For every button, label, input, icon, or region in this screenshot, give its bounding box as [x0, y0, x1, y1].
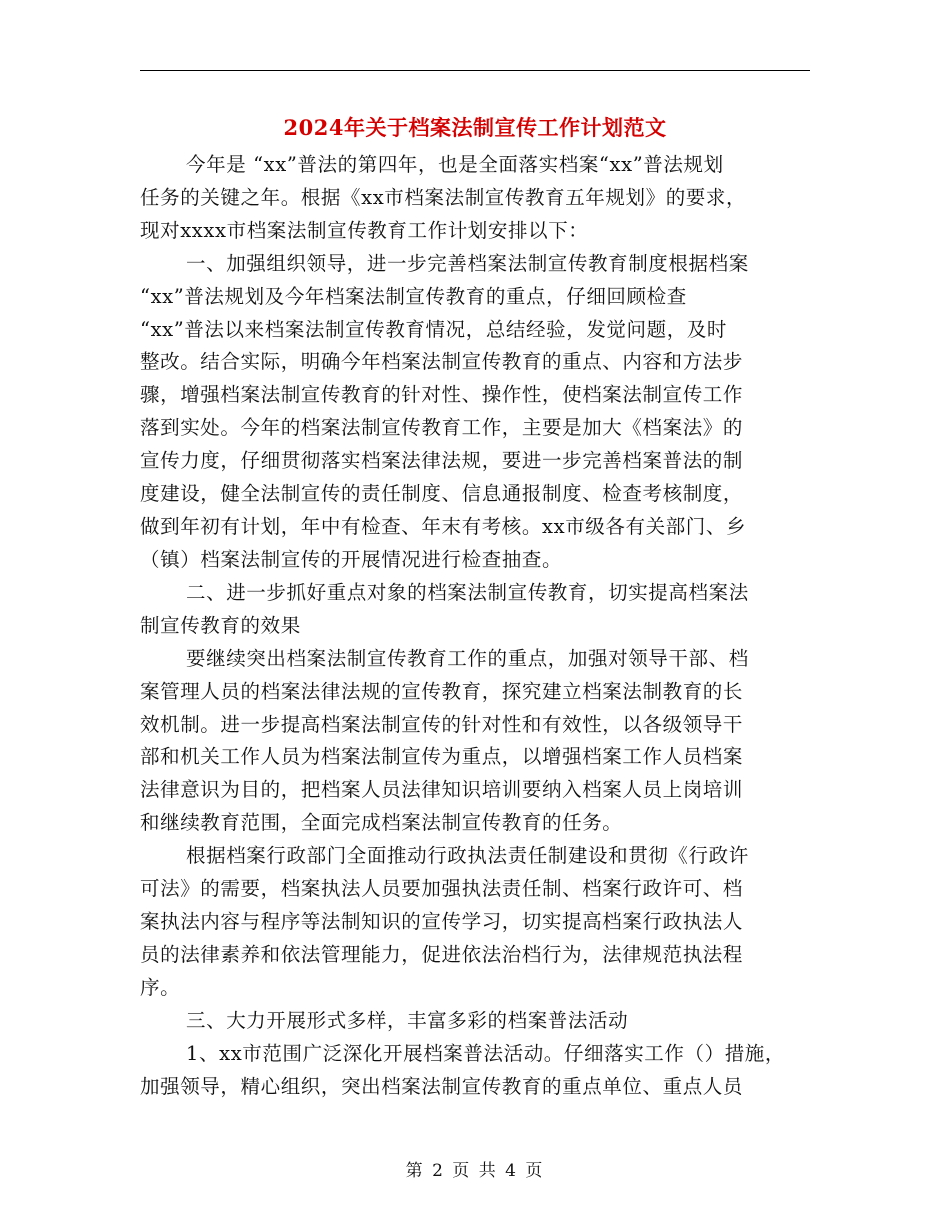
- body-line: 任务的关键之年。根据《xx市档案法制宣传教育五年规划》的要求，: [140, 186, 747, 209]
- body-line: 现对xxxx市档案法制宣传教育工作计划安排以下：: [140, 219, 589, 242]
- body-line: 加强领导，精心组织，突出档案法制宣传教育的重点单位、重点人员: [140, 1075, 744, 1098]
- body-line: 员的法律素养和依法管理能力，促进依法治档行为，法律规范执法程: [140, 943, 744, 966]
- body-line: 序。: [140, 976, 181, 999]
- body-line: 度建设，健全法制宣传的责任制度、信息通报制度、检查考核制度，: [140, 482, 744, 505]
- body-line: 今年是 “xx”普法的第四年，也是全面落实档案“xx”普法规划: [186, 153, 724, 176]
- body-line: 制宣传教育的效果: [140, 614, 301, 637]
- body-line: 效机制。进一步提高档案法制宣传的针对性和有效性，以各级领导干: [140, 713, 744, 736]
- body-line: 和继续教育范围，全面完成档案法制宣传教育的任务。: [140, 811, 623, 834]
- body-line: 可法》的需要，档案执法人员要加强执法责任制、档案行政许可、档: [140, 877, 744, 900]
- body-line: “xx”普法规划及今年档案法制宣传教育的重点，仔细回顾检查: [140, 285, 687, 308]
- body-line: 一、加强组织领导，进一步完善档案法制宣传教育制度根据档案: [186, 252, 749, 275]
- body-line: 1、xx市范围广泛深化开展档案普法活动。仔细落实工作（）措施，: [186, 1042, 786, 1065]
- body-line: 案管理人员的档案法律法规的宣传教育，探究建立档案法制教育的长: [140, 680, 744, 703]
- body-line: 二、进一步抓好重点对象的档案法制宣传教育，切实提高档案法: [186, 581, 749, 604]
- body-line: 骤，增强档案法制宣传教育的针对性、操作性，使档案法制宣传工作: [140, 383, 744, 406]
- body-line: 法律意识为目的，把档案人员法律知识培训要纳入档案人员上岗培训: [140, 778, 744, 801]
- page-number: 第 2 页 共 4 页: [405, 1161, 545, 1181]
- body-line: （镇）档案法制宣传的开展情况进行检查抽查。: [140, 548, 563, 571]
- body-line: 做到年初有计划，年中有检查、年末有考核。xx市级各有关部门、乡: [140, 515, 747, 538]
- body-line: 要继续突出档案法制宣传教育工作的重点，加强对领导干部、档: [186, 647, 749, 670]
- document-title: 2024年关于档案法制宣传工作计划范文: [283, 115, 667, 140]
- body-line: 案执法内容与程序等法制知识的宣传学习，切实提高档案行政执法人: [140, 910, 744, 933]
- body-line: 三、大力开展形式多样，丰富多彩的档案普法活动: [186, 1009, 629, 1032]
- body-line: 部和机关工作人员为档案法制宣传为重点，以增强档案工作人员档案: [140, 745, 744, 768]
- body-line: “xx”普法以来档案法制宣传教育情况，总结经验，发觉问题，及时: [140, 318, 728, 341]
- body-line: 宣传力度，仔细贯彻落实档案法律法规，要进一步完善档案普法的制: [140, 449, 744, 472]
- header-rule: [140, 70, 810, 71]
- body-line: 根据档案行政部门全面推动行政执法责任制建设和贯彻《行政许: [186, 844, 749, 867]
- body-line: 落到实处。今年的档案法制宣传教育工作，主要是加大《档案法》的: [140, 416, 744, 439]
- body-line: 整改。结合实际，明确今年档案法制宣传教育的重点、内容和方法步: [140, 350, 744, 373]
